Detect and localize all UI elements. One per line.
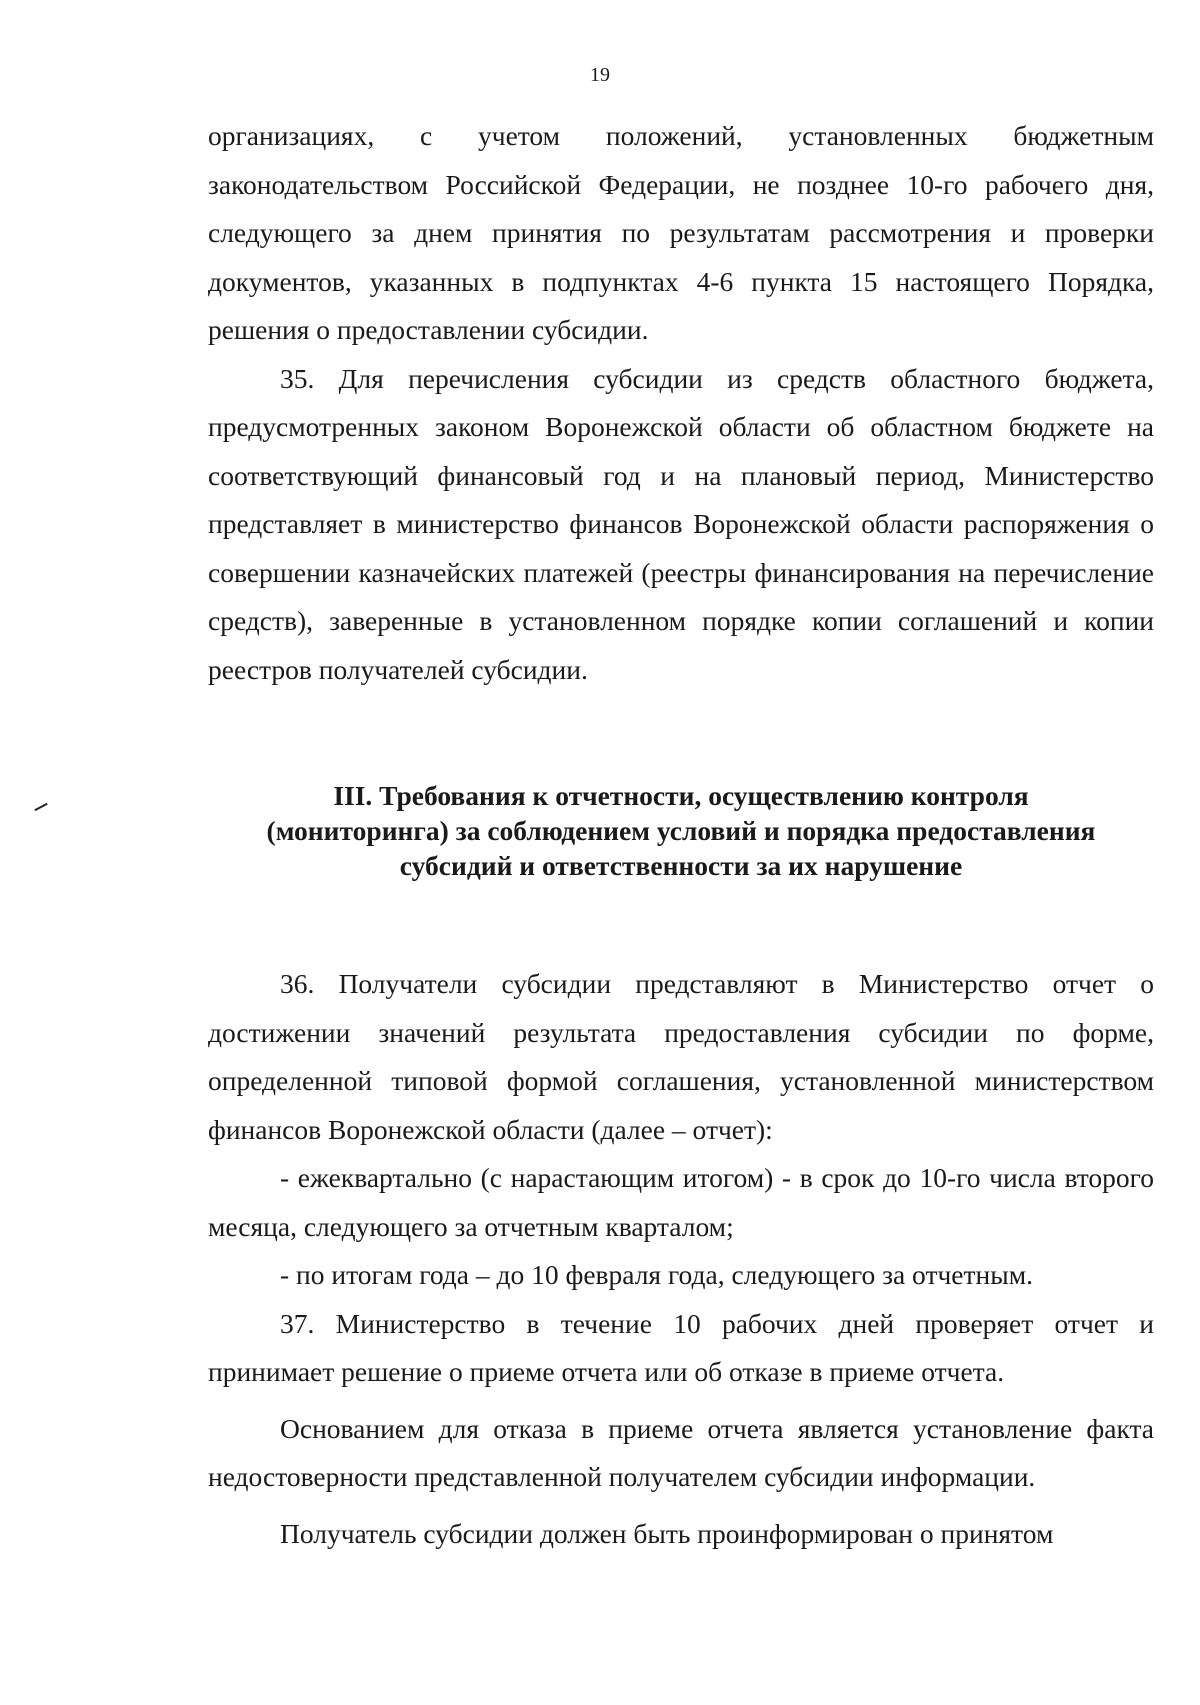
paragraph-refusal-grounds: Основанием для отказа в приеме отчета является установление факта недостоверности представленной получателем субсидии информации. [208, 1412, 1154, 1492]
bottom-text-block [208, 960, 1154, 1558]
list-item-annual: - по итогам года – до 10 февраля года, следующего за отчетным. [280, 1259, 1033, 1290]
section-heading-line-1: III. Требования к отчетности, осуществлению контроля [333, 780, 1029, 811]
section-heading-line-2: (мониторинга) за соблюдением условий и порядка предоставления [266, 815, 1096, 846]
top-text-block [208, 112, 1154, 694]
section-heading [208, 778, 1154, 883]
page-number: 19 [590, 64, 610, 86]
paragraph-35: 35. Для перечисления субсидии из средств областного бюджета, предусмотренных законом Воронежской области об областном бюджете на соответствующий финансовый год и на плановый период, Министерство представляет в министерство финансов Воронежской области распоряжения о совершении казначейских платежей (реестры финансирования на перечисление средств), заверенные в установленном порядке копии соглашений и копии реестров получателей субсидии. [208, 362, 1154, 685]
paragraph-37: 37. Министерство в течение 10 рабочих дней проверяет отчет и принимает решение о приеме отчета или об отказе в приеме отчета. [208, 1307, 1154, 1387]
list-item-quarterly: - ежеквартально (с нарастающим итогом) - в срок до 10-го числа второго месяца, следующего за отчетным кварталом; [208, 1162, 1154, 1242]
paragraph-36: 36. Получатели субсидии представляют в Министерство отчет о достижении значений результата предоставления субсидии по форме, определенной типовой формой соглашения, установленной министерством финансов Воронежской области (далее – отчет): [208, 968, 1154, 1145]
paragraph-notification: Получатель субсидии должен быть проинформирован о принятом [280, 1517, 1054, 1549]
paragraph-continuation: организациях, с учетом положений, установленных бюджетным законодательством Российской Федерации, не позднее 10-го рабочего дня, следующего за днем принятия по результатам рассмотрения и проверки документов, указанных в подпунктах 4-6 пункта 15 настоящего Порядка, решения о предоставлении субсидии. [208, 120, 1154, 345]
section-heading-line-3: субсидий и ответственности за их нарушение [399, 850, 963, 881]
margin-pen-mark [34, 803, 47, 811]
